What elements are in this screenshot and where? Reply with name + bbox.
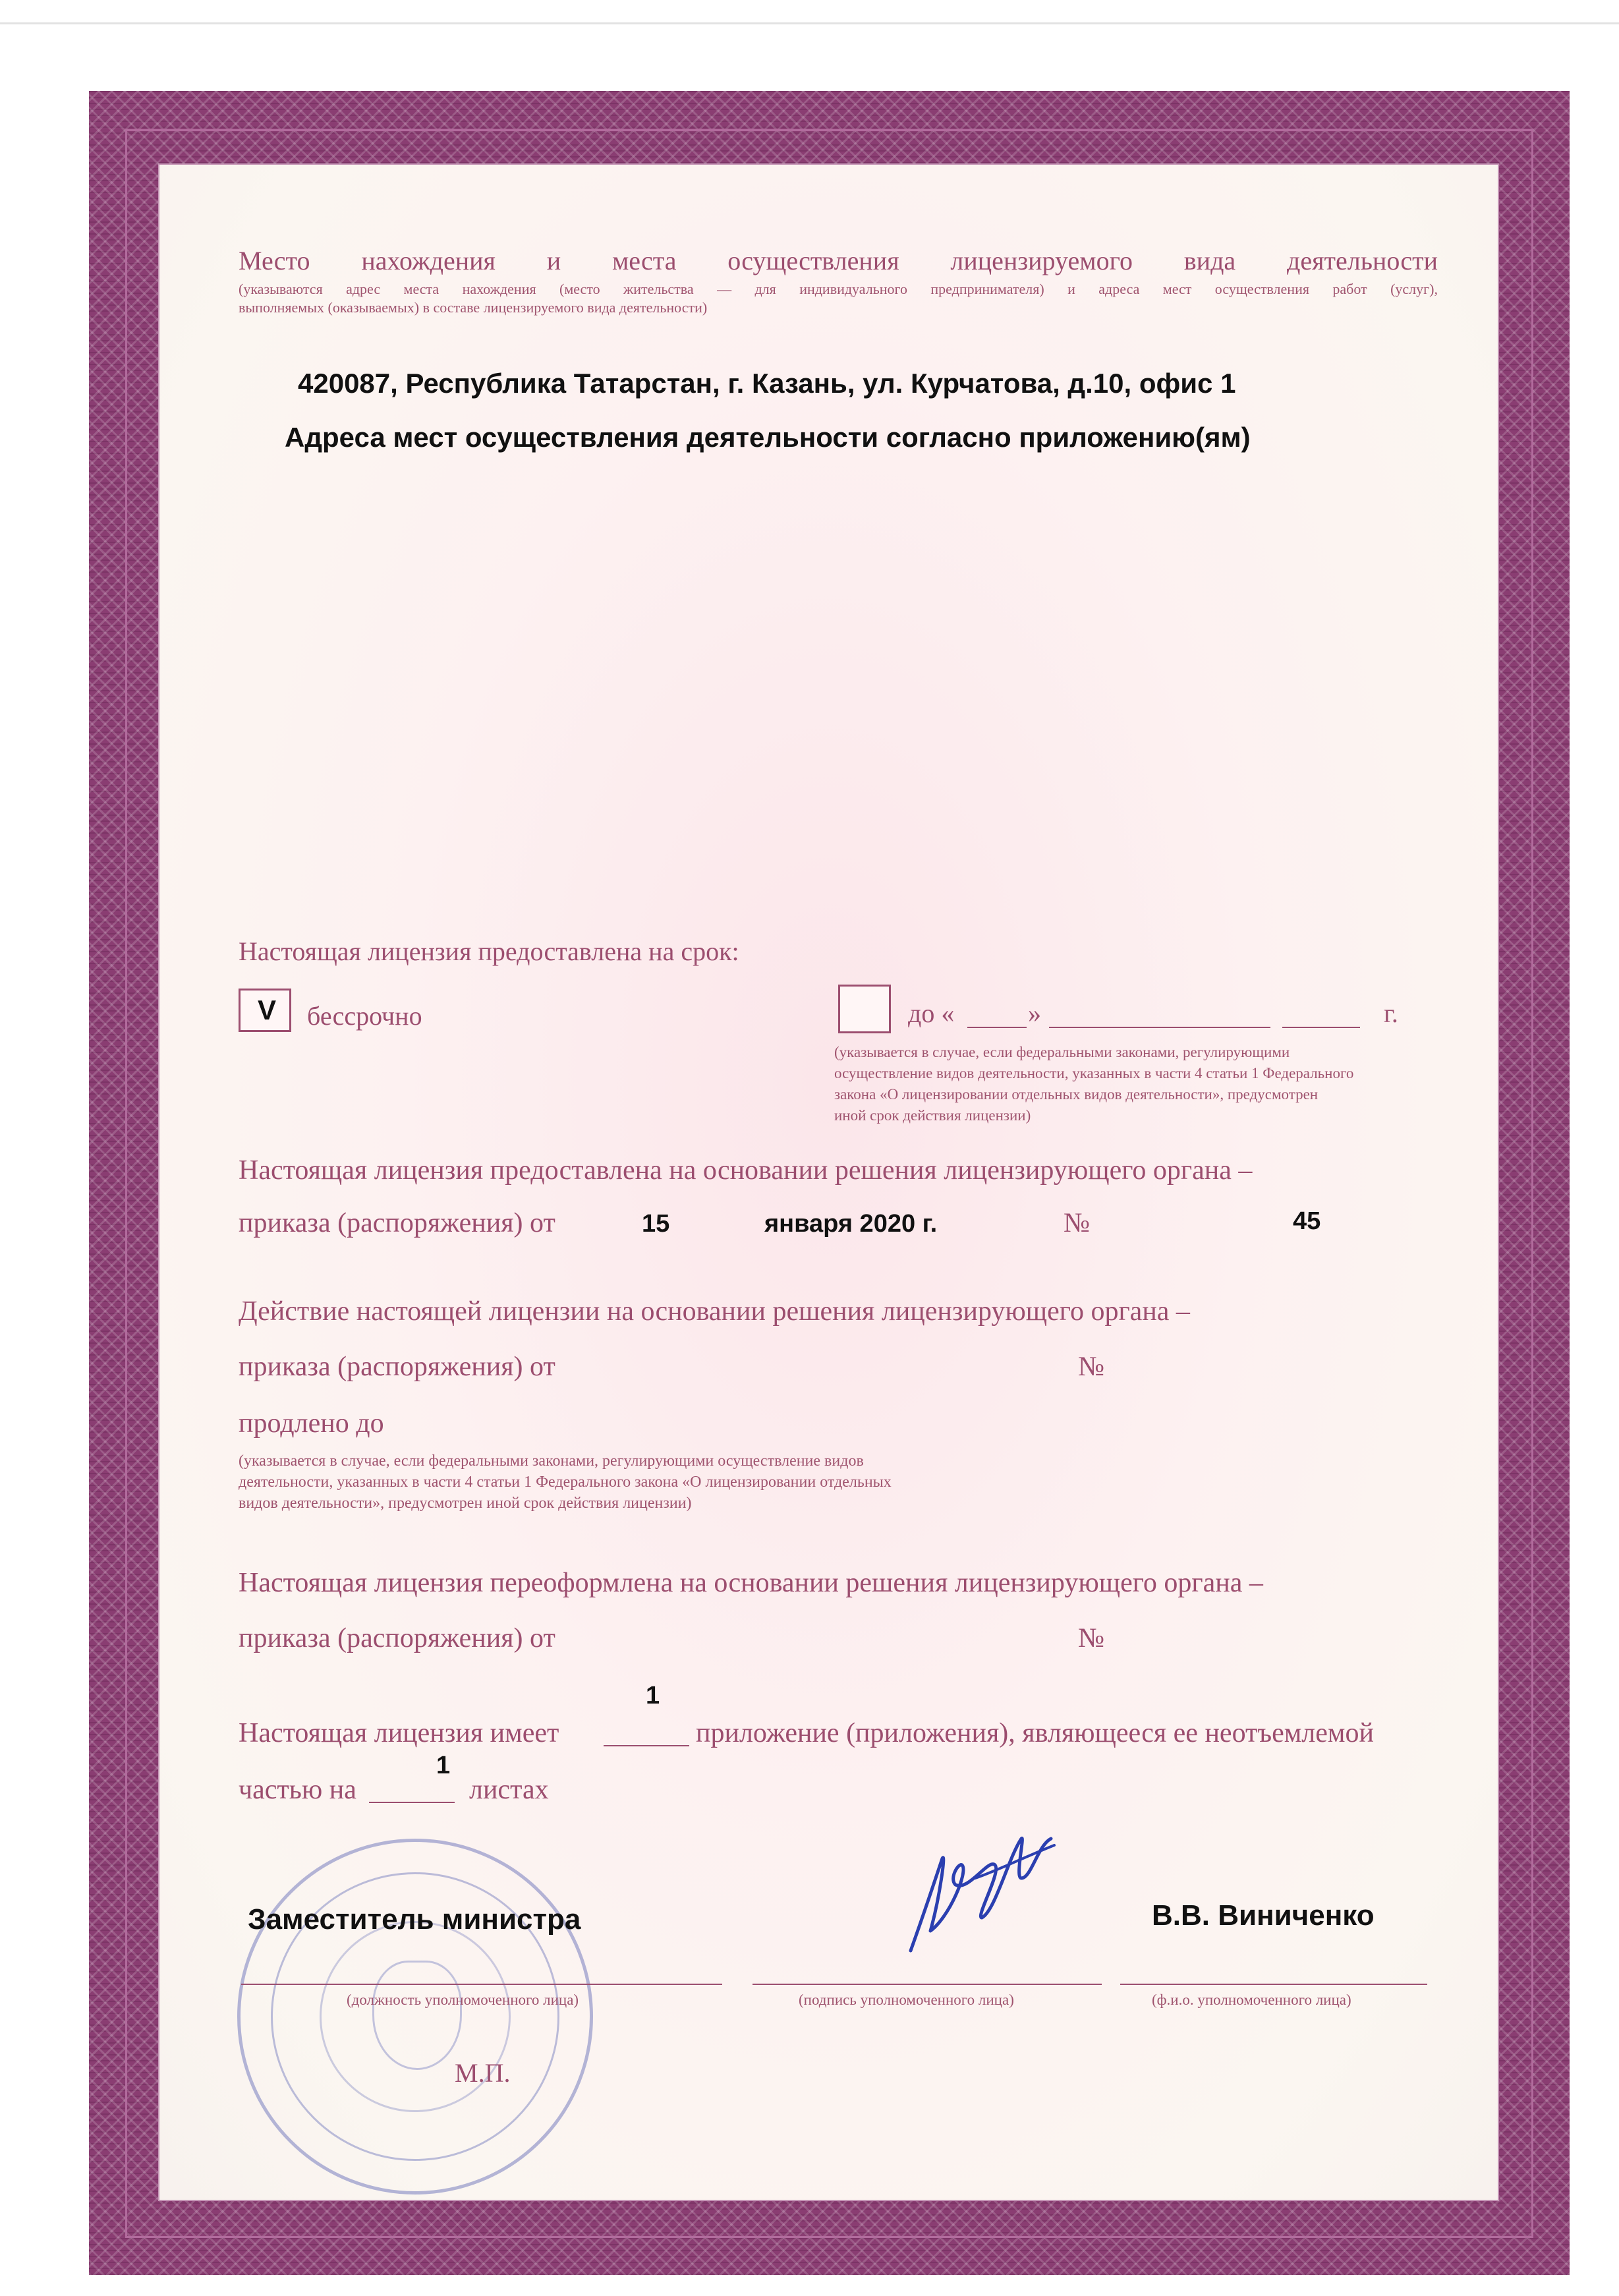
term-note-2: осуществление видов деятельности, указанных в части 4 статьи 1 Федерального — [834, 1065, 1354, 1081]
location-title: Место нахождения и места осуществления лицензируемого вида деятельности — [239, 246, 1438, 275]
location-note-2: выполняемых (оказываемых) в составе лицензируемого вида деятельности) — [239, 299, 708, 316]
term-note-3: закона «О лицензировании отдельных видов деятельности», предусмотрен — [834, 1086, 1319, 1103]
signature-caption: (подпись уполномоченного лица) — [799, 1992, 1014, 2008]
signature-line — [753, 1984, 1102, 1985]
appendix-line-2-suffix: листах — [469, 1775, 549, 1805]
extension-line-2: приказа (распоряжения) от — [239, 1352, 555, 1382]
extension-number-label: № — [1078, 1352, 1105, 1382]
appendix-sheets-line — [369, 1802, 455, 1803]
reissue-line-2: приказа (распоряжения) от — [239, 1623, 555, 1653]
basis-number: 45 — [1293, 1207, 1321, 1235]
appendix-line-1-suffix: приложение (приложения), являющееся ее неотъемлемой — [696, 1718, 1374, 1748]
until-month-line — [1049, 1027, 1270, 1028]
unlimited-label: бессрочно — [307, 1001, 422, 1031]
address-line: 420087, Республика Татарстан, г. Казань, ул. Курчатова, д.10, офис 1 — [298, 368, 1236, 399]
reissue-number-label: № — [1078, 1623, 1105, 1653]
extension-note-3: видов деятельности», предусмотрен иной срок действия лицензии) — [239, 1495, 692, 1512]
extension-note-1: (указывается в случае, если федеральными законами, регулирующими осуществление видов — [239, 1452, 864, 1470]
seal-emblem-icon — [372, 1961, 462, 2070]
name-caption: (ф.и.о. уполномоченного лица) — [1152, 1992, 1351, 2008]
official-seal — [237, 1839, 593, 2195]
until-day-line — [967, 1027, 1027, 1028]
until-label: до « — [908, 998, 955, 1028]
handwritten-signature — [896, 1819, 1067, 1970]
basis-number-label: № — [1064, 1208, 1091, 1238]
extension-note-2: деятельности, указанных в части 4 статьи 1 Федерального закона «О лицензировании отдельных — [239, 1474, 892, 1491]
basis-line-1: Настоящая лицензия предоставлена на основании решения лицензирующего органа – — [239, 1155, 1253, 1186]
appendix-count: 1 — [646, 1682, 660, 1709]
signer-name: В.В. Виниченко — [1152, 1899, 1375, 1932]
appendix-line-2-prefix: частью на — [239, 1775, 356, 1805]
appendix-sheets: 1 — [436, 1752, 451, 1779]
address-appendix-line: Адреса мест осуществления деятельности согласно приложению(ям) — [285, 422, 1251, 453]
reissue-line-1: Настоящая лицензия переоформлена на основании решения лицензирующего органа – — [239, 1568, 1263, 1598]
term-note-1: (указывается в случае, если федеральными законами, регулирующими — [834, 1044, 1290, 1060]
position-line — [241, 1984, 722, 1985]
until-year-line — [1282, 1027, 1360, 1028]
appendix-line-1-prefix: Настоящая лицензия имеет — [239, 1718, 559, 1748]
until-year-suffix: г. — [1384, 998, 1398, 1028]
location-note-1: (указываются адрес места нахождения (место жительства — для индивидуального предпринимателя) и адреса мест осуществления работ (услуг), — [239, 281, 1438, 297]
until-date-checkbox[interactable] — [838, 985, 891, 1033]
position-caption: (должность уполномоченного лица) — [347, 1992, 579, 2008]
extended-until-label: продлено до — [239, 1408, 384, 1439]
basis-line-2: приказа (распоряжения) от — [239, 1208, 555, 1238]
extension-line-1: Действие настоящей лицензии на основании решения лицензирующего органа – — [239, 1296, 1190, 1327]
signer-position: Заместитель министра — [248, 1903, 581, 1936]
appendix-count-line — [604, 1745, 689, 1746]
basis-month-year: января 2020 г. — [764, 1210, 938, 1238]
unlimited-checkbox[interactable] — [239, 989, 291, 1032]
basis-day: 15 — [642, 1210, 670, 1238]
seal-place-label: М.П. — [455, 2058, 511, 2088]
scan-top-edge — [0, 22, 1619, 24]
until-quote-close: » — [1028, 998, 1041, 1028]
name-line — [1120, 1984, 1427, 1985]
checkbox-mark: V — [258, 994, 277, 1025]
term-title: Настоящая лицензия предоставлена на срок: — [239, 936, 739, 966]
term-note-4: иной срок действия лицензии) — [834, 1107, 1031, 1124]
